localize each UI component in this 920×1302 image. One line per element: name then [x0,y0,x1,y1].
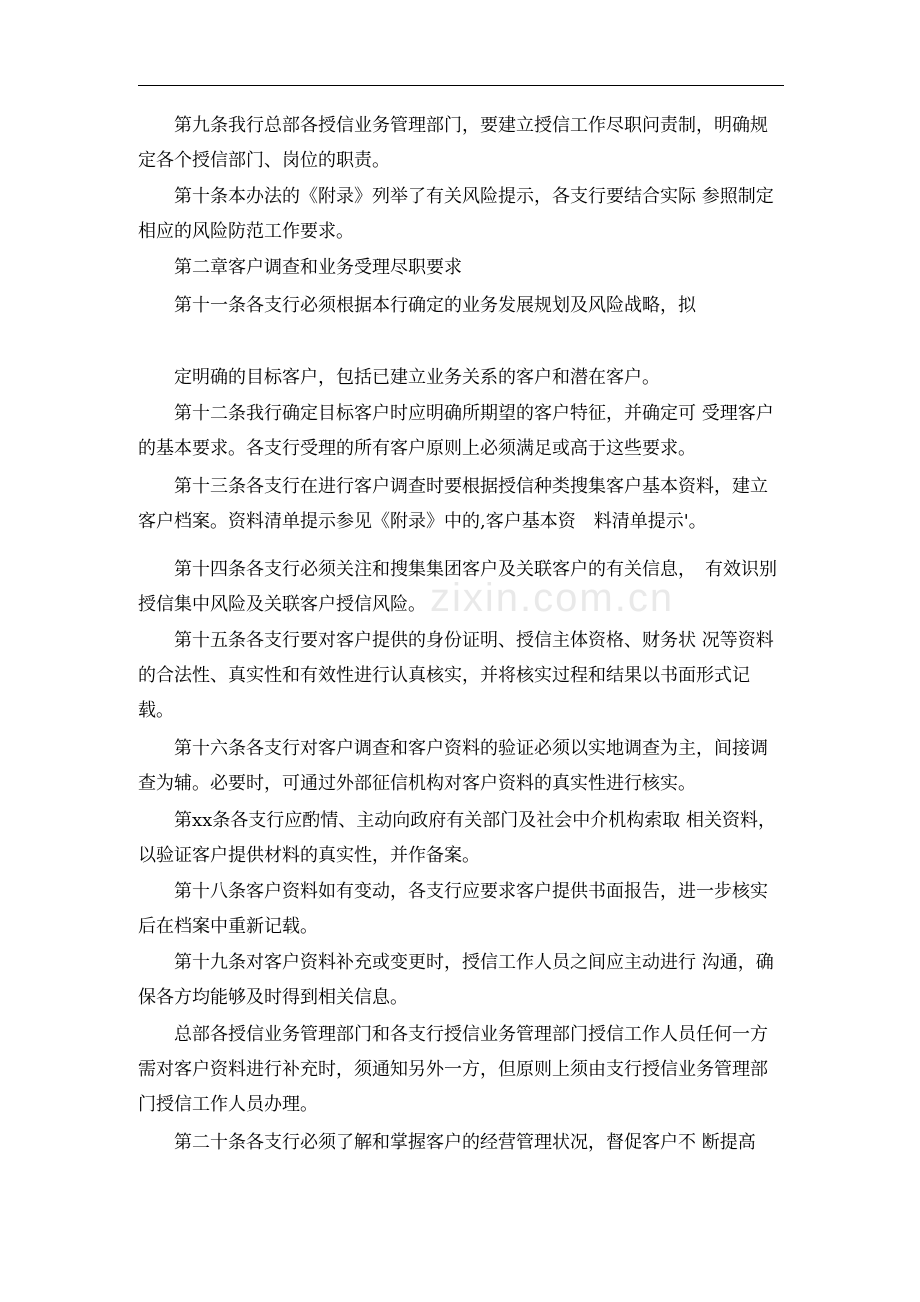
paragraph-article-20: 第二十条各支行必须了解和掌握客户的经营管理状况，督促客户不 断提高 [174,1132,756,1153]
paragraph-headquarters: 总部各授信业务管理部门和各支行授信业务管理部门授信工作人员任何一方需对客户资料进行补充时，须通知另外一方，但原则上须由支行授信业务管理部门授信工作人员办理。 [138,1024,768,1115]
paragraph-article-11-part-2: 定明确的目标客户，包括已建立业务关系的客户和潜在客户。 [174,367,660,388]
paragraph-article-17: 第xx条各支行应酌情、主动向政府有关部门及社会中介机构索取 相关资料，以验证客户提供材料的真实性，并作备案。 [138,810,777,866]
paragraph-article-19: 第十九条对客户资料补充或变更时，授信工作人员之间应主动进行 沟通，确保各方均能够及时得到相关信息。 [138,952,774,1008]
paragraph-article-14: 第十四条各支行必须关注和搜集集团客户及关联客户的有关信息， 有效识别授信集中风险及关联客户授信风险。 [138,559,777,615]
paragraph-article-12: 第十二条我行确定目标客户时应明确所期望的客户特征，并确定可 受理客户的基本要求。各支行受理的所有客户原则上必须满足或高于这些要求。 [138,403,774,459]
paragraph-article-11-part-1: 第十一条各支行必须根据本行确定的业务发展规划及风险战略，拟 [174,295,696,316]
paragraph-article-10: 第十条本办法的《附录》列举了有关风险提示，各支行要结合实际 参照制定相应的风险防范工作要求。 [138,186,774,242]
watermark-text: zixin.com.cn [430,576,675,620]
paragraph-article-18: 第十八条客户资料如有变动，各支行应要求客户提供书面报告，进一步核实后在档案中重新记载。 [138,881,768,937]
chapter-heading: 第二章客户调查和业务受理尽职要求 [174,257,462,278]
paragraph-article-16: 第十六条各支行对客户调查和客户资料的验证必须以实地调查为主，间接调查为辅。必要时，可通过外部征信机构对客户资料的真实性进行核实。 [138,738,768,794]
paragraph-article-9: 第九条我行总部各授信业务管理部门，要建立授信工作尽职问责制，明确规定各个授信部门、岗位的职责。 [138,115,768,171]
header-rule [138,85,784,86]
paragraph-article-15: 第十五条各支行要对客户提供的身份证明、授信主体资格、财务状 况等资料的合法性、真实性和有效性进行认真核实，并将核实过程和结果以书面形式记载。 [138,630,774,721]
paragraph-article-13: 第十三条各支行在进行客户调查时要根据授信种类搜集客户基本资料，建立客户档案。资料清单提示参见《附录》中的,客户基本资 料清单提示'。 [138,476,768,532]
